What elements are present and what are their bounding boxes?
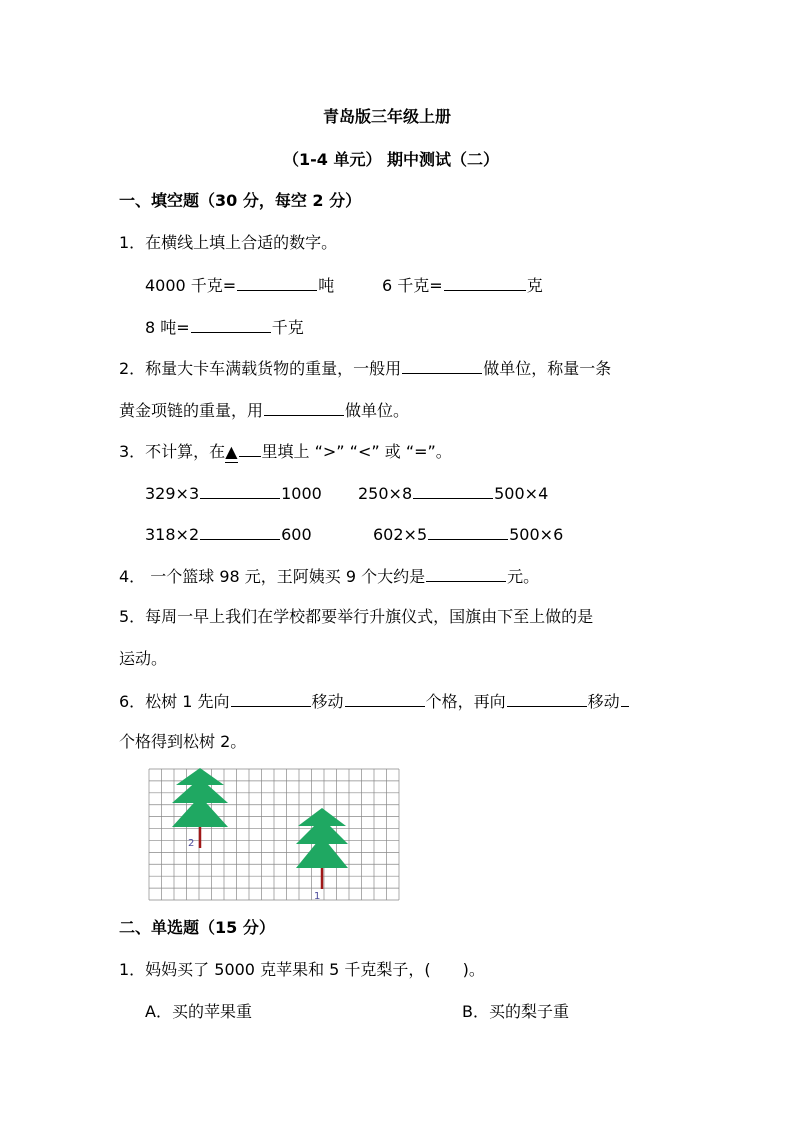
q3-expr: 602×5: [373, 525, 428, 544]
q3-expr: 1000: [281, 484, 322, 503]
q1-row1b: [382, 275, 543, 296]
q1-c-left: 8 吨=: [145, 318, 190, 337]
q3-expr: 329×3: [145, 484, 200, 503]
q5-line2: 运动。: [119, 649, 168, 668]
q3-text-b: 里填上 “>” “<” 或 “=”。: [261, 442, 452, 461]
q1-a-right: 吨: [318, 276, 335, 295]
tree-label-2: 2: [188, 838, 195, 849]
q3-expr: 500×4: [494, 484, 549, 503]
q2-text-b: 做单位，称量一条: [483, 359, 612, 378]
q1-a-left: 4000 千克=: [145, 276, 237, 295]
tree-grid-figure: [148, 768, 400, 901]
answer-blank[interactable]: [237, 275, 317, 291]
q4-text-a: 4． 一个篮球 98 元，王阿姨买 9 个大约是: [119, 567, 426, 586]
answer-blank[interactable]: [231, 691, 311, 707]
grid-lines: [149, 769, 399, 900]
answer-blank[interactable]: [621, 691, 629, 707]
triangle-icon: ▲: [225, 442, 238, 461]
answer-blank[interactable]: [428, 524, 508, 540]
q5-line1: 5．每周一早上我们在学校都要举行升旗仪式，国旗由下至上做的是: [119, 607, 594, 626]
q1-b-left: 6 千克=: [382, 276, 443, 295]
answer-blank[interactable]: [413, 483, 493, 499]
q2-line1: [119, 358, 611, 379]
q6-line1: [119, 691, 630, 712]
section2-heading: 二、单选题（15 分）: [119, 918, 275, 937]
answer-blank[interactable]: [507, 691, 587, 707]
q2-text-d: 做单位。: [345, 401, 410, 420]
triangle-blank: [239, 441, 261, 457]
q1-row2: [145, 317, 304, 338]
answer-blank[interactable]: [402, 358, 482, 374]
q6-text: 6．松树 1 先向: [119, 692, 230, 711]
answer-blank[interactable]: [444, 275, 526, 291]
q6-text: 个格，再向: [425, 692, 506, 711]
q3-row1b: [358, 483, 548, 504]
q3-expr: 600: [281, 525, 312, 544]
q6-text: 移动: [587, 692, 620, 711]
page-title: 青岛版三年级上册: [323, 107, 452, 126]
q3-row1a: [145, 483, 322, 504]
q3-expr: 250×8: [358, 484, 413, 503]
q3-text-a: 3．不计算，在: [119, 442, 226, 461]
answer-blank[interactable]: [200, 524, 280, 540]
q6-text: 移动: [311, 692, 344, 711]
option-a[interactable]: A．买的苹果重: [145, 1002, 252, 1021]
q3-expr: 500×6: [509, 525, 564, 544]
q1-c-right: 千克: [271, 318, 304, 337]
tree-label-1: 1: [314, 891, 321, 901]
s2-q1-text: 1．妈妈买了 5000 克苹果和 5 千克梨子，( )。: [119, 960, 485, 979]
answer-blank[interactable]: [345, 691, 425, 707]
q3-row2a: [145, 524, 312, 545]
answer-blank[interactable]: [426, 566, 506, 582]
q2-line2: [119, 400, 409, 421]
q3-row2b: [373, 524, 563, 545]
q1-row1: [145, 275, 334, 296]
answer-blank[interactable]: [200, 483, 280, 499]
q3-text: [119, 441, 452, 463]
q3-expr: 318×2: [145, 525, 200, 544]
q2-text-a: 2．称量大卡车满载货物的重量，一般用: [119, 359, 402, 378]
q2-text-c: 黄金项链的重量，用: [119, 401, 264, 420]
answer-blank[interactable]: [191, 317, 271, 333]
q4-line: [119, 566, 539, 587]
q1-text: 1．在横线上填上合适的数字。: [119, 233, 338, 252]
pine-tree-1: [296, 808, 348, 901]
page-subtitle: （1-4 单元） 期中测试（二）: [283, 150, 500, 169]
q4-text-b: 元。: [507, 567, 540, 586]
pine-tree-2: [172, 768, 228, 849]
q1-b-right: 克: [526, 276, 543, 295]
option-b[interactable]: B．买的梨子重: [462, 1002, 569, 1021]
answer-blank[interactable]: [264, 400, 344, 416]
section1-heading: 一、填空题（30 分，每空 2 分）: [119, 191, 362, 210]
q6-line2: 个格得到松树 2。: [119, 732, 247, 751]
